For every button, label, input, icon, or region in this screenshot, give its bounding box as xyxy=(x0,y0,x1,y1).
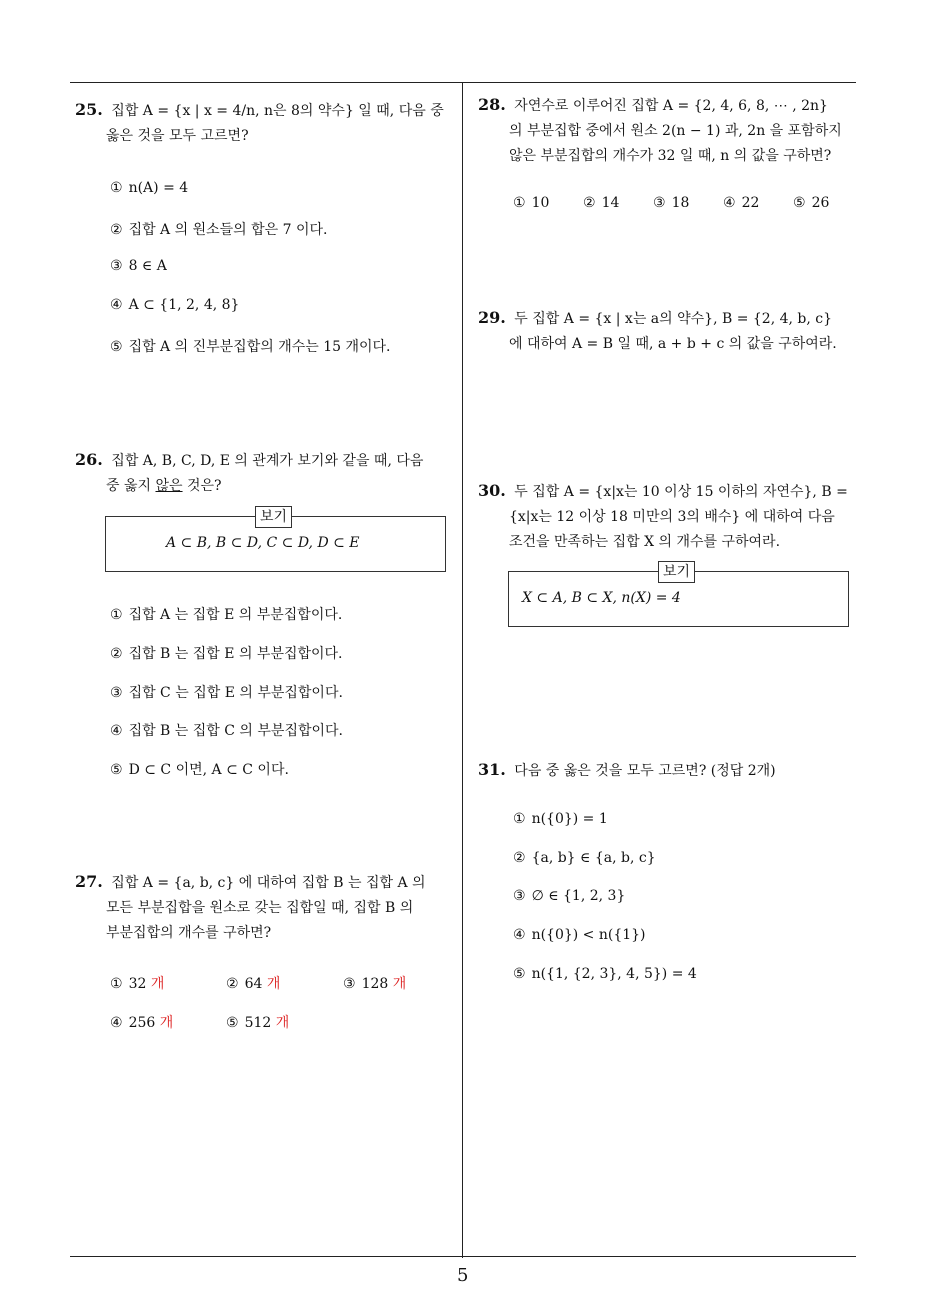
unit-label: 개 xyxy=(159,1015,174,1031)
question-number: 26. xyxy=(75,450,103,469)
bottom-rule xyxy=(70,1256,856,1257)
choice-4[interactable]: ④ 집합 B 는 집합 C 의 부분집합이다. xyxy=(110,723,344,739)
choice-2[interactable]: ② 집합 B 는 집합 E 의 부분집합이다. xyxy=(110,646,343,662)
choice-3[interactable]: ③ ∅ ∈ {1, 2, 3} xyxy=(513,888,626,904)
question-stem: 자연수로 이루어진 집합 A = {2, 4, 6, 8, ⋯ , 2n} xyxy=(514,98,828,114)
column-divider xyxy=(462,82,463,1258)
choice-1[interactable]: ① 10 xyxy=(513,195,550,211)
choice-3[interactable]: ③ 8 ∈ A xyxy=(110,258,167,274)
choice-5[interactable]: ⑤ D ⊂ C 이면, A ⊂ C 이다. xyxy=(110,762,289,778)
bogi-label: 보기 xyxy=(255,506,292,528)
question-number: 27. xyxy=(75,872,103,891)
bogi-label: 보기 xyxy=(658,561,695,583)
choice-5[interactable]: ⑤ 집합 A 의 진부분집합의 개수는 15 개이다. xyxy=(110,339,391,355)
choice-3[interactable]: ③ 128 개 xyxy=(343,976,407,992)
question-number: 29. xyxy=(478,308,506,327)
choice-2[interactable]: ② 14 xyxy=(583,195,620,211)
unit-label: 개 xyxy=(266,976,281,992)
choice-5[interactable]: ⑤ 26 xyxy=(793,195,830,211)
question-stem: 집합 A, B, C, D, E 의 관계가 보기와 같을 때, 다음 xyxy=(111,453,424,469)
unit-label: 개 xyxy=(275,1015,290,1031)
question-stem: 두 집합 A = {x|x는 10 이상 15 이하의 자연수}, B = xyxy=(514,484,848,500)
question-30: 30. 두 집합 A = {x|x는 10 이상 15 이하의 자연수}, B = {x|x는 12 이상 18 미만의 3의 배수} 에 대하여 다음 조건을 만족하는 집합 X 의 개수를 구하여라. xyxy=(478,481,848,550)
choice-5[interactable]: ⑤ 512 개 xyxy=(226,1015,290,1031)
bogi-text: A ⊂ B, B ⊂ D, C ⊂ D, D ⊂ E xyxy=(166,535,360,551)
question-number: 28. xyxy=(478,95,506,114)
question-stem: 집합 A = {x | x = 4/n, n은 8의 약수} 일 때, 다음 중 xyxy=(111,103,444,119)
question-27: 27. 집합 A = {a, b, c} 에 대하여 집합 B 는 집합 A 의 모든 부분집합을 원소로 갖는 집합일 때, 집합 B 의 부분집합의 개수를 구하면? xyxy=(75,872,426,941)
bogi-text: X ⊂ A, B ⊂ X, n(X) = 4 xyxy=(522,590,681,606)
page-number: 5 xyxy=(457,1265,469,1286)
question-stem: 다음 중 옳은 것을 모두 고르면? (정답 2개) xyxy=(514,763,776,779)
choice-2[interactable]: ② 64 개 xyxy=(226,976,281,992)
question-number: 25. xyxy=(75,100,103,119)
choice-4[interactable]: ④ n({0}) < n({1}) xyxy=(513,927,646,943)
question-number: 31. xyxy=(478,760,506,779)
question-29: 29. 두 집합 A = {x | x는 a의 약수}, B = {2, 4, b, c} 에 대하여 A = B 일 때, a + b + c 의 값을 구하여라. xyxy=(478,308,837,352)
choice-2[interactable]: ② 집합 A 의 원소들의 합은 7 이다. xyxy=(110,222,328,238)
choice-1[interactable]: ① 32 개 xyxy=(110,976,165,992)
choice-3[interactable]: ③ 집합 C 는 집합 E 의 부분집합이다. xyxy=(110,685,343,701)
question-28: 28. 자연수로 이루어진 집합 A = {2, 4, 6, 8, ⋯ , 2n} 의 부분집합 중에서 원소 2(n − 1) 과, 2n 을 포함하지 않은 부분집합의 개수가 32 일 때, n 의 값을 구하면? xyxy=(478,95,842,164)
choice-1[interactable]: ① n(A) = 4 xyxy=(110,180,189,196)
unit-label: 개 xyxy=(392,976,407,992)
choice-4[interactable]: ④ 256 개 xyxy=(110,1015,174,1031)
question-number: 30. xyxy=(478,481,506,500)
question-stem: 집합 A = {a, b, c} 에 대하여 집합 B 는 집합 A 의 xyxy=(111,875,426,891)
question-31 xyxy=(478,757,858,784)
choice-4[interactable]: ④ 22 xyxy=(723,195,760,211)
question-26: 26. 집합 A, B, C, D, E 의 관계가 보기와 같을 때, 다음 중 옳지 않은 것은? xyxy=(75,450,424,494)
choice-3[interactable]: ③ 18 xyxy=(653,195,690,211)
choice-5[interactable]: ⑤ n({1, {2, 3}, 4, 5}) = 4 xyxy=(513,966,697,982)
choice-1[interactable]: ① n({0}) = 1 xyxy=(513,811,608,827)
question-stem: 두 집합 A = {x | x는 a의 약수}, B = {2, 4, b, c} xyxy=(514,311,833,327)
choice-2[interactable]: ② {a, b} ∈ {a, b, c} xyxy=(513,850,656,866)
unit-label: 개 xyxy=(150,976,165,992)
choice-1[interactable]: ① 집합 A 는 집합 E 의 부분집합이다. xyxy=(110,607,343,623)
top-rule xyxy=(70,82,856,83)
question-25 xyxy=(75,97,460,149)
choice-4[interactable]: ④ A ⊂ {1, 2, 4, 8} xyxy=(110,297,240,313)
question-stem: 옳은 것을 모두 고르면? xyxy=(106,128,249,144)
